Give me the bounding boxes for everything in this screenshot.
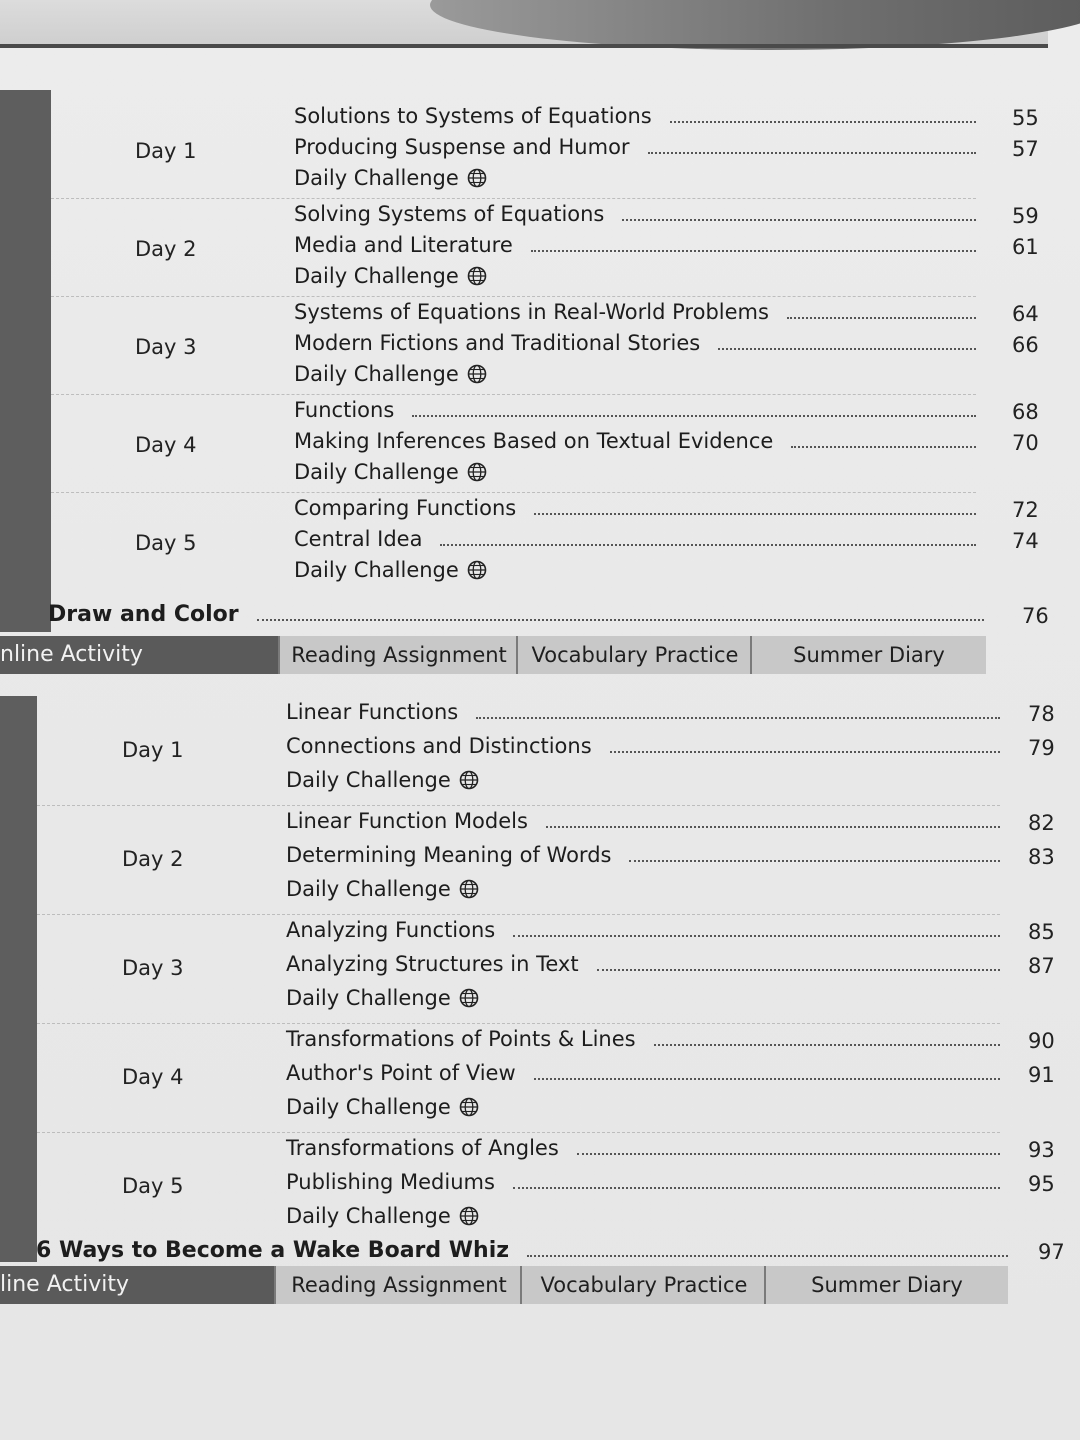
entry-title: Central Idea: [294, 527, 423, 551]
online-activity-cell[interactable]: Vocabulary Practice: [516, 636, 752, 674]
page-number: 83: [1028, 845, 1055, 869]
globe-icon: [467, 364, 487, 384]
leader-dots: [534, 1078, 1000, 1080]
entry-title: Daily Challenge: [294, 460, 459, 484]
leader-dots: [412, 415, 976, 417]
entry-title: Daily Challenge: [286, 1095, 451, 1119]
leader-dots: [546, 826, 1000, 828]
leader-dots: [787, 317, 976, 319]
daily-challenge-entry[interactable]: [286, 1095, 479, 1119]
page-number: 90: [1028, 1029, 1055, 1053]
toc-entry[interactable]: [294, 300, 769, 324]
online-activity-cell[interactable]: Reading Assignment: [274, 1266, 522, 1304]
daily-challenge-entry[interactable]: [286, 1204, 479, 1228]
leader-dots: [440, 544, 976, 546]
globe-icon: [459, 1097, 479, 1117]
online-activity-cell[interactable]: Summer Diary: [750, 636, 986, 674]
day-divider: [51, 296, 976, 297]
globe-icon: [459, 879, 479, 899]
toc-entry[interactable]: [294, 202, 604, 226]
entry-title: Analyzing Structures in Text: [286, 952, 579, 976]
leader-dots: [629, 860, 1000, 862]
leader-dots: [577, 1153, 1000, 1155]
toc-entry[interactable]: [294, 135, 630, 159]
toc-entry[interactable]: [286, 734, 592, 758]
leader-dots: [597, 969, 1000, 971]
day-divider: [51, 492, 976, 493]
page-number: 59: [1012, 204, 1039, 228]
online-activity-cell[interactable]: Summer Diary: [764, 1266, 1008, 1304]
header-band: [0, 0, 1048, 44]
leader-dots: [534, 513, 976, 515]
page-number: 97: [1038, 1240, 1065, 1264]
entry-title: Connections and Distinctions: [286, 734, 592, 758]
toc-entry[interactable]: [286, 952, 579, 976]
leader-dots: [654, 1044, 1000, 1046]
page-number: 87: [1028, 954, 1055, 978]
feature-title[interactable]: 6 Ways to Become a Wake Board Whiz: [36, 1238, 510, 1263]
leader-dots: [670, 121, 976, 123]
header-rule: [0, 44, 1048, 48]
entry-title: Systems of Equations in Real-World Problems: [294, 300, 769, 324]
day-divider: [51, 198, 976, 199]
toc-entry[interactable]: [294, 233, 513, 257]
entry-title: Daily Challenge: [294, 558, 459, 582]
page-number: 66: [1012, 333, 1039, 357]
leader-dots: [476, 717, 1000, 719]
online-activity-label: line Activity: [0, 1266, 274, 1304]
page-number: 68: [1012, 400, 1039, 424]
toc-entry[interactable]: [294, 398, 394, 422]
day-label: Day 5: [122, 1174, 184, 1198]
daily-challenge-entry[interactable]: [286, 877, 479, 901]
entry-title: Solving Systems of Equations: [294, 202, 605, 226]
globe-icon: [459, 770, 479, 790]
entry-title: Transformations of Points & Lines: [286, 1027, 636, 1051]
daily-challenge-entry[interactable]: [286, 986, 479, 1010]
page-number: 78: [1028, 702, 1055, 726]
entry-title: Daily Challenge: [286, 877, 451, 901]
day-label: Day 4: [122, 1065, 184, 1089]
leader-dots: [718, 348, 976, 350]
page-number: 55: [1012, 106, 1039, 130]
entry-title: Transformations of Angles: [286, 1136, 559, 1160]
entry-title: Determining Meaning of Words: [286, 843, 612, 867]
toc-entry[interactable]: [294, 104, 652, 128]
leader-dots: [610, 751, 1000, 753]
day-label: Day 4: [135, 433, 197, 457]
globe-icon: [467, 266, 487, 286]
page-number: 61: [1012, 235, 1039, 259]
leader-dots: [648, 152, 976, 154]
toc-entry[interactable]: [286, 1061, 516, 1085]
entry-title: Media and Literature: [294, 233, 513, 257]
day-label: Day 5: [135, 531, 197, 555]
globe-icon: [467, 168, 487, 188]
page-number: 91: [1028, 1063, 1055, 1087]
toc-entry[interactable]: [294, 527, 422, 551]
day-divider: [37, 914, 1000, 915]
page-number: 95: [1028, 1172, 1055, 1196]
day-label: Day 1: [135, 139, 197, 163]
entry-title: Making Inferences Based on Textual Evidence: [294, 429, 774, 453]
daily-challenge-entry[interactable]: [294, 264, 487, 288]
page-number: 57: [1012, 137, 1039, 161]
entry-title: Daily Challenge: [286, 768, 451, 792]
online-activity-label: nline Activity: [0, 636, 278, 674]
week-sidebar: [0, 696, 37, 1262]
globe-icon: [459, 1206, 479, 1226]
globe-icon: [467, 560, 487, 580]
entry-title: Analyzing Functions: [286, 918, 496, 942]
entry-title: Daily Challenge: [294, 264, 459, 288]
page-number: 72: [1012, 498, 1039, 522]
daily-challenge-entry[interactable]: [294, 362, 487, 386]
entry-title: Linear Function Models: [286, 809, 528, 833]
day-divider: [37, 1023, 1000, 1024]
page-number: 93: [1028, 1138, 1055, 1162]
entry-title: Daily Challenge: [294, 166, 459, 190]
leader-dots: [513, 1187, 1000, 1189]
entry-title: Daily Challenge: [286, 986, 451, 1010]
page-number: 64: [1012, 302, 1039, 326]
daily-challenge-entry[interactable]: [294, 558, 487, 582]
online-activity-cell[interactable]: Reading Assignment: [278, 636, 518, 674]
feature-title[interactable]: Draw and Color: [48, 602, 239, 627]
toc-entry[interactable]: [286, 700, 458, 724]
header-decoration: [430, 0, 1080, 50]
page-number: 79: [1028, 736, 1055, 760]
daily-challenge-entry[interactable]: [294, 166, 487, 190]
toc-entry[interactable]: [294, 496, 516, 520]
entry-title: Author's Point of View: [286, 1061, 516, 1085]
toc-entry[interactable]: [294, 429, 773, 453]
day-label: Day 2: [122, 847, 184, 871]
day-label: Day 3: [135, 335, 197, 359]
entry-title: Comparing Functions: [294, 496, 517, 520]
day-divider: [37, 1132, 1000, 1133]
online-activity-cell[interactable]: Vocabulary Practice: [520, 1266, 766, 1304]
day-divider: [37, 805, 1000, 806]
day-label: Day 3: [122, 956, 184, 980]
page-number: 85: [1028, 920, 1055, 944]
entry-title: Modern Fictions and Traditional Stories: [294, 331, 701, 355]
page-number: 82: [1028, 811, 1055, 835]
week-sidebar: [0, 90, 51, 632]
toc-entry[interactable]: [294, 331, 700, 355]
toc-entry[interactable]: [286, 843, 611, 867]
toc-entry[interactable]: [286, 809, 528, 833]
entry-title: Publishing Mediums: [286, 1170, 495, 1194]
online-activity-strip: [0, 1266, 1006, 1304]
leader-dots: [791, 446, 976, 448]
leader-dots: [531, 250, 976, 252]
daily-challenge-entry[interactable]: [286, 768, 479, 792]
page-number: 74: [1012, 529, 1039, 553]
online-activity-strip: [0, 636, 984, 674]
day-label: Day 2: [135, 237, 197, 261]
day-divider: [51, 394, 976, 395]
globe-icon: [459, 988, 479, 1008]
entry-title: Solutions to Systems of Equations: [294, 104, 652, 128]
leader-dots: [257, 619, 984, 621]
toc-entry[interactable]: [286, 1170, 495, 1194]
entry-title: Producing Suspense and Humor: [294, 135, 630, 159]
globe-icon: [467, 462, 487, 482]
entry-title: Daily Challenge: [286, 1204, 451, 1228]
page-number: 70: [1012, 431, 1039, 455]
entry-title: Functions: [294, 398, 395, 422]
leader-dots: [513, 935, 1000, 937]
toc-entry[interactable]: [286, 918, 495, 942]
page-number: 76: [1022, 604, 1049, 628]
toc-entry[interactable]: [286, 1136, 559, 1160]
day-label: Day 1: [122, 738, 184, 762]
entry-title: Daily Challenge: [294, 362, 459, 386]
daily-challenge-entry[interactable]: [294, 460, 487, 484]
leader-dots: [622, 219, 976, 221]
entry-title: Linear Functions: [286, 700, 459, 724]
leader-dots: [527, 1255, 1008, 1257]
toc-entry[interactable]: [286, 1027, 636, 1051]
